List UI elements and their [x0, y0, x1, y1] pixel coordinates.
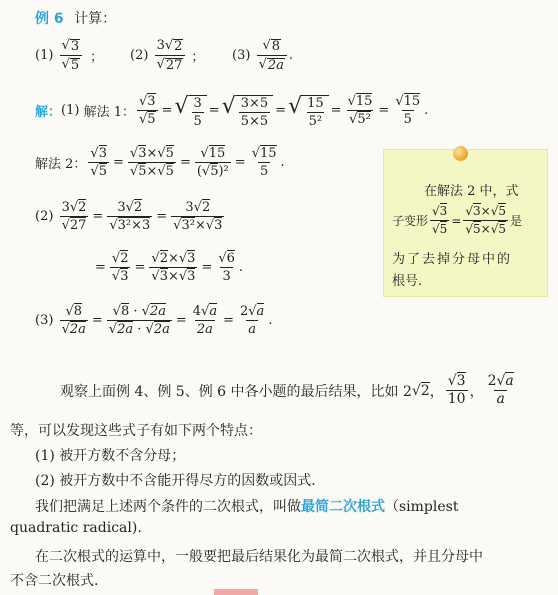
solution-part-3: (3) $\frac{√8}{√2a}$ = $\frac{√8 \cdot √2a}{√2a \cdot √2a}$ = $\frac{4√a}{2a}$ = $\frac{2√a}{a}$ .	[35, 304, 273, 337]
note-line-4: 根号.	[392, 274, 423, 289]
solution-part-2-line-2: = $\frac{√2}{√3}$ = $\frac{√2\times√3}{√3\times√3}$ = $\frac{√6}{3}$ .	[95, 251, 244, 284]
problem-1: (1) √ 3 √ 5 ；	[35, 38, 104, 73]
side-note	[383, 149, 548, 297]
decorative-bar	[214, 589, 258, 595]
observe-tail: 等，可以发现这些式子有如下两个特点：	[10, 423, 262, 439]
example-label: 例 6	[35, 11, 64, 27]
rule-line-2: 不含二次根式.	[10, 573, 99, 589]
note-line-2: 子变形 $\frac{√3}{√5}$ = $\frac{√3\times√5}{√5\times√5}$ 是	[392, 204, 523, 236]
problem-3: (3) √ 8 √ 2a .	[232, 38, 294, 73]
example-prompt: 计算：	[74, 11, 117, 27]
observe-paragraph: 观察上面例 4、例 5、例 6 中各小题的最后结果，比如 2 √2 ， $\frac{√3}{10}$ ， $\frac{2√a}{a}$	[60, 373, 514, 407]
definition-term: 最简二次根式	[301, 499, 385, 515]
definition-line-1: 我们把满足上述两个条件的二次根式，叫做最简二次根式（simplest	[35, 499, 459, 515]
rule-line-1: 在二次根式的运算中，一般要把最后结果化为最简二次根式，并且分母中	[35, 549, 483, 565]
problem-2: (2) 3 √ 2 √ 27 ；	[130, 38, 205, 73]
feature-1: (1) 被开方数不含分母；	[35, 448, 186, 464]
solution-method-2: 解法 2： $\frac{√3}{√5}$ = $\frac{√3\times√5}{√5\times√5}$ = $\frac{√15}{\text{(√5)²}}$ = $\frac{√15}{5}$ .	[35, 146, 285, 179]
solution-method-1: 解 ： (1) 解法 1： $\frac{√3}{√5}$ = √ $\frac{3}{5}$ = √ $\frac{3\times 5}{5\times 5}$ = √ $\frac{15}{\text{5²}}$ = $\frac{√15}{\text{√5²}}$ = $\frac{√15}{5}$ .	[35, 94, 429, 129]
note-line-1: 在解法 2 中，式	[424, 184, 519, 199]
feature-2: (2) 被开方数中不含能开得尽方的因数或因式.	[35, 473, 316, 489]
solution-part-2-line-1: (2) $\frac{3√2}{√27}$ = $\frac{3√2}{\text{√3²×3}}$ = $\frac{3√2}{\text{√3²×√3}}$	[35, 200, 223, 233]
pushpin-icon	[453, 146, 468, 161]
definition-line-2: quadratic radical).	[10, 520, 142, 536]
note-line-3: 为了去掉分母中的	[392, 252, 513, 267]
example-header	[35, 8, 116, 28]
